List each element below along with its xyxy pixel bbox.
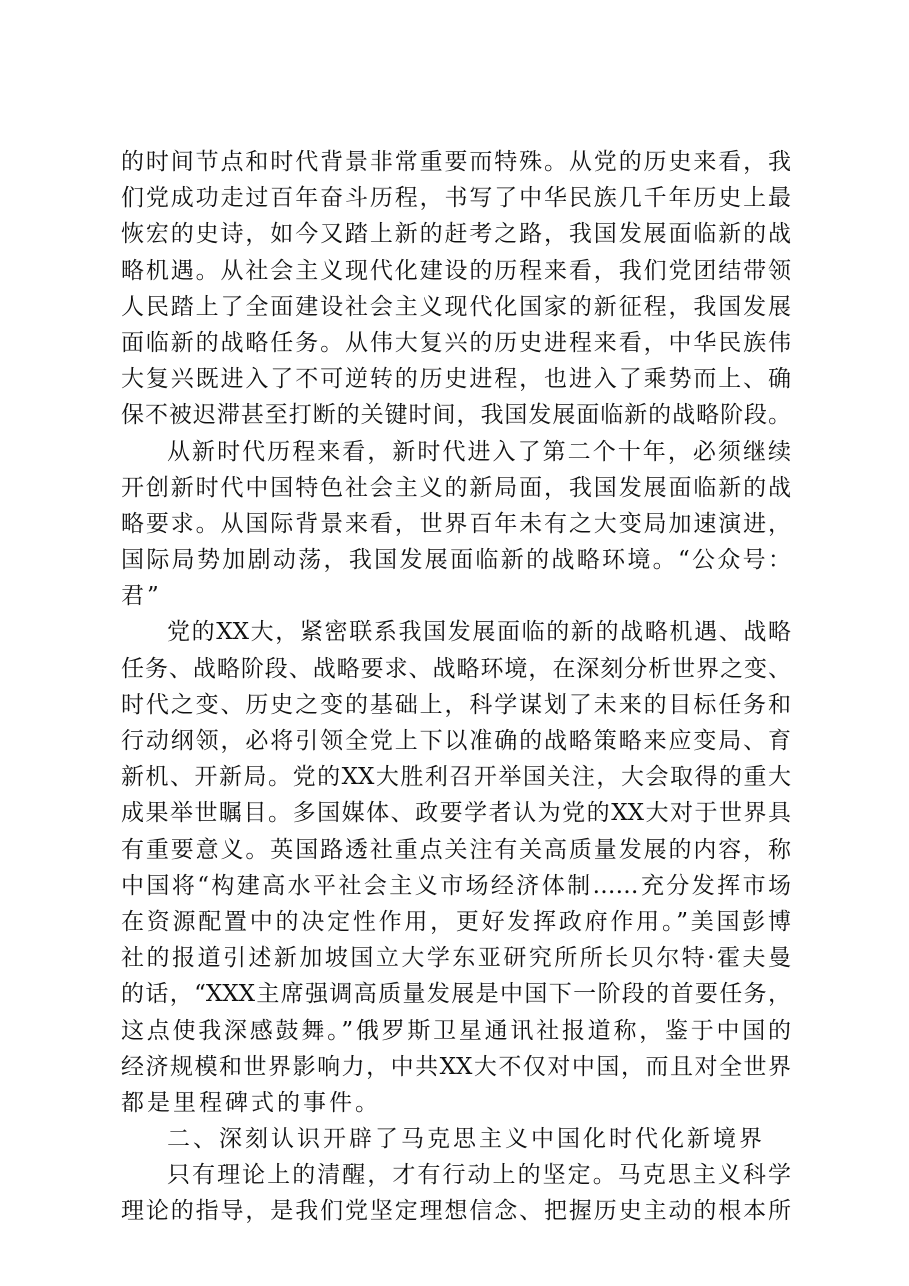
paragraph-congress-significance [121,614,791,1121]
text-line: 大复兴既进入了不可逆转的历史进程，也进入了乘势而上、确 [121,366,791,393]
section-heading [121,1121,791,1157]
text-line: 中国将“构建高水平社会主义市场经济体制……充分发挥市场 [121,872,791,899]
text-line: 都是里程碑式的事件。 [121,1089,381,1116]
text-line: 在资源配置中的决定性作用，更好发挥政府作用。”美国彭博 [121,908,791,935]
text-line: 任务、战略阶段、战略要求、战略环境，在深刻分析世界之变、 [121,655,791,682]
text-line: 开创新时代中国特色社会主义的新局面，我国发展面临新的战 [121,474,791,501]
text-line: 只有理论上的清醒，才有行动上的坚定。马克思主义科学 [167,1162,791,1189]
text-line: 经济规模和世界影响力，中共XX大不仅对中国，而且对全世界 [121,1053,791,1080]
text-line: 的时间节点和时代背景非常重要而特殊。从党的历史来看，我 [121,149,791,175]
text-line: 面临新的战略任务。从伟大复兴的历史进程来看，中华民族伟 [121,329,791,356]
text-line: 时代之变、历史之变的基础上，科学谋划了未来的目标任务和 [121,691,791,718]
paragraph-theory [121,1157,791,1229]
section-heading-text: 二、深刻认识开辟了马克思主义中国化时代化新境界 [167,1126,765,1153]
text-line: 人民踏上了全面建设社会主义现代化国家的新征程，我国发展 [121,293,791,320]
text-line: 这点使我深感鼓舞。”俄罗斯卫星通讯社报道称，鉴于中国的 [121,1017,791,1044]
text-line: 们党成功走过百年奋斗历程，书写了中华民族几千年历史上最 [121,185,791,212]
text-line: 有重要意义。英国路透社重点关注有关高质量发展的内容，称 [121,836,791,863]
text-line: 社的报道引述新加坡国立大学东亚研究所所长贝尔特·霍夫曼 [121,945,791,972]
paragraph-new-era [121,434,791,615]
text-line: 略机遇。从社会主义现代化建设的历程来看，我们党团结带领 [121,257,791,284]
text-line: 从新时代历程来看，新时代进入了第二个十年，必须继续 [167,438,791,465]
text-line: 君” [121,583,162,610]
text-line: 理论的指导，是我们党坚定理想信念、把握历史主动的根本所 [121,1198,791,1225]
text-line: 恢宏的史诗，如今又踏上新的赶考之路，我国发展面临新的战 [121,221,791,248]
paragraph-historical-context [121,144,791,434]
body-text [121,144,791,1230]
text-line: 党的XX大，紧密联系我国发展面临的新的战略机遇、战略 [167,619,791,646]
text-line: 行动纲领，必将引领全党上下以准确的战略策略来应变局、育 [121,728,791,754]
text-line: 国际局势加剧动荡，我国发展面临新的战略环境。“公众号： [121,547,791,574]
text-line: 新机、开新局。党的XX大胜利召开举国关注，大会取得的重大 [121,764,791,791]
text-line: 成果举世瞩目。多国媒体、政要学者认为党的XX大对于世界具 [121,800,791,827]
text-line: 保不被迟滞甚至打断的关键时间，我国发展面临新的战略阶段。 [121,402,791,429]
text-line: 略要求。从国际背景来看，世界百年未有之大变局加速演进， [121,510,791,537]
text-line: 的话，“XXX主席强调高质量发展是中国下一阶段的首要任务， [121,981,791,1008]
